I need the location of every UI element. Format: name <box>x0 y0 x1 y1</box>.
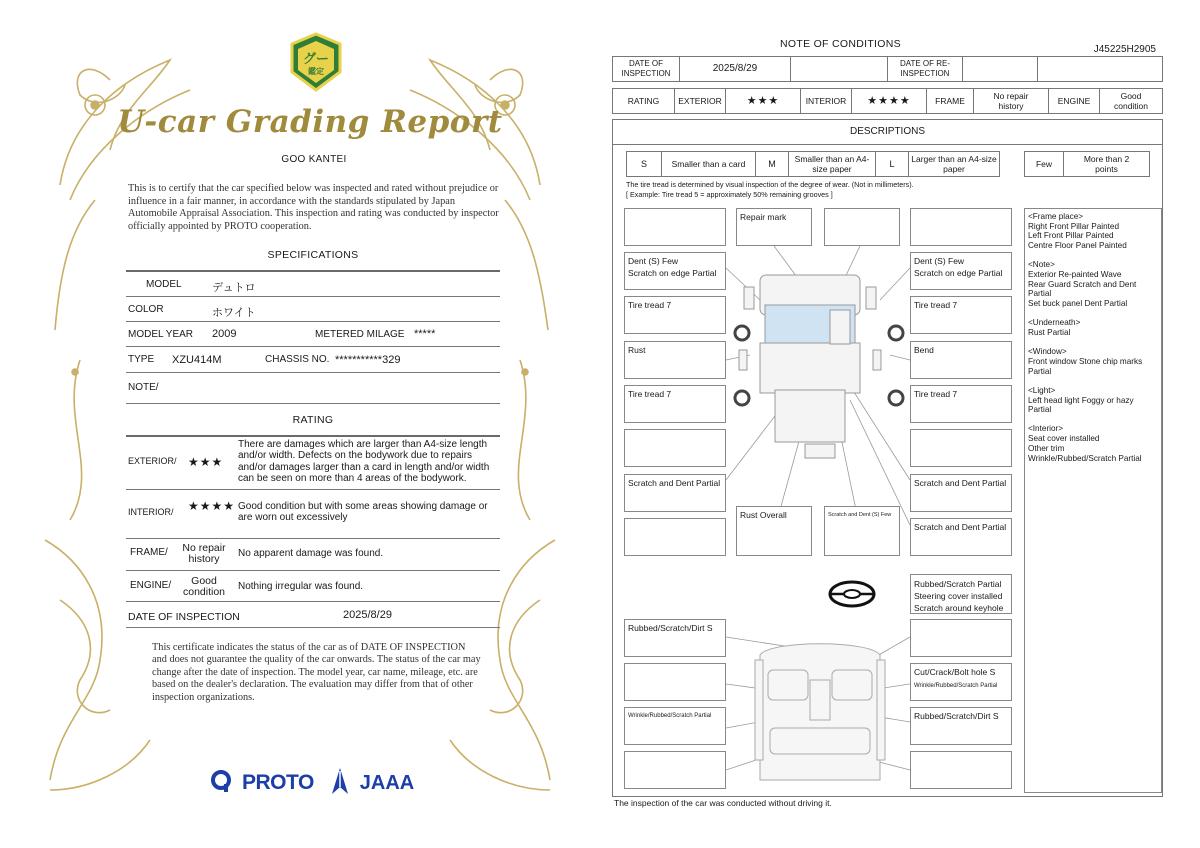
chassis-value: ***********329 <box>335 354 401 366</box>
rating-heading: RATING <box>292 414 334 426</box>
divider <box>126 570 500 571</box>
interior-stars: ★★★★ <box>188 499 236 513</box>
damage-box <box>624 518 726 556</box>
divider <box>126 435 500 437</box>
damage-box <box>624 663 726 701</box>
exterior-stars: ★★★ <box>725 88 801 114</box>
proto-logo: PROTO <box>242 771 314 794</box>
damage-box-rear-bumper: Scratch and Dent (S) Few <box>824 506 900 556</box>
tire-note-1: The tire tread is determined by visual inspection of the degree of wear. (Not in millimeters). <box>626 180 914 189</box>
conditions-title: NOTE OF CONDITIONS <box>780 38 901 50</box>
note-group-frame: <Frame place> Right Front Pillar Painted Left Front Pillar Painted Centre Floor Panel Painted <box>1028 212 1127 251</box>
color-value: ホワイト <box>212 307 256 319</box>
proto-logo-icon <box>210 769 232 798</box>
tire-note-2: [ Example: Tire tread 5 = approximately 50% remaining grooves ] <box>626 190 833 199</box>
divider <box>126 270 500 272</box>
chassis-label: CHASSIS NO. <box>265 354 330 365</box>
date-of-inspection-label: DATE OF INSPECTION <box>128 611 240 623</box>
legend-text-m: Smaller than an A4-size paper <box>788 151 876 177</box>
descriptions-heading: DESCRIPTIONS <box>612 119 1163 145</box>
divider <box>126 538 500 539</box>
goo-kantei-badge <box>288 32 344 92</box>
model-label: MODEL <box>146 279 182 290</box>
interior-label: INTERIOR/ <box>128 507 174 517</box>
type-label: TYPE <box>128 354 155 365</box>
type-value: XZU414M <box>172 354 222 366</box>
date-of-reinspection-label: DATE OF RE-INSPECTION <box>887 56 963 82</box>
damage-box-left-rear: Scratch and Dent Partial <box>624 474 726 512</box>
legend-text-s: Smaller than a card <box>661 151 756 177</box>
damage-box <box>624 751 726 789</box>
divider <box>126 346 500 347</box>
damage-box-underbody: Rust Overall <box>736 506 812 556</box>
rating-label: RATING <box>612 88 675 114</box>
steering-wheel-icon <box>830 582 874 606</box>
divider <box>126 321 500 322</box>
note-group-underneath: <Underneath> Rust Partial <box>1028 318 1081 338</box>
exterior-stars: ★★★ <box>188 455 224 469</box>
engine-value: Good condition <box>182 575 226 598</box>
exterior-description: There are damages which are larger than A4-size length and/or width. Defects on the bodywork due to repairs and/or damages larger than a card in length and/or width can be seen on more than 4 areas of the bodywork. <box>238 439 490 485</box>
legend-code-m: M <box>755 151 789 177</box>
frame-label: FRAME <box>926 88 974 114</box>
damage-box-steering: Rubbed/Scratch Partial Steering cover installed Scratch around keyhole <box>910 574 1012 614</box>
frame-value: No repair history <box>973 88 1049 114</box>
damage-box <box>910 751 1012 789</box>
damage-box-right-rear: Scratch and Dent Partial <box>910 474 1012 512</box>
certificate-title: U-car Grading Report <box>117 104 503 140</box>
damage-box-left-trim: Wrinkle/Rubbed/Scratch Partial <box>624 707 726 745</box>
frame-label: FRAME/ <box>130 547 168 558</box>
divider <box>126 489 500 490</box>
divider <box>126 296 500 297</box>
note-group-interior: <Interior> Seat cover installed Other trim Wrinkle/Rubbed/Scratch Partial <box>1028 424 1142 463</box>
damage-box-right-middle: Bend <box>910 341 1012 379</box>
divider <box>126 627 500 628</box>
note-of-conditions-sheet <box>600 0 1200 848</box>
divider <box>126 372 500 373</box>
legend-code-l: L <box>875 151 909 177</box>
damage-box-left-middle: Rust <box>624 341 726 379</box>
damage-box-right-seat: Cut/Crack/Bolt hole S Wrinkle/Rubbed/Scratch Partial <box>910 663 1012 701</box>
legend-code-s: S <box>626 151 662 177</box>
badge-text: 鑑定 <box>308 67 324 76</box>
damage-box <box>824 208 900 246</box>
conditions-footer: The inspection of the car was conducted without driving it. <box>614 798 832 808</box>
date-of-inspection-label: DATE OF INSPECTION <box>612 56 680 82</box>
color-label: COLOR <box>128 304 164 315</box>
logos <box>210 768 414 798</box>
damage-box-rear-gate: Scratch and Dent Partial <box>910 518 1012 556</box>
frame-value: No repair history <box>182 542 226 565</box>
damage-box-right-front-tire: Tire tread 7 <box>910 296 1012 334</box>
frame-description: No apparent damage was found. <box>238 548 384 559</box>
date-of-inspection-value: 2025/8/29 <box>679 56 791 82</box>
interior-stars: ★★★★ <box>851 88 927 114</box>
divider <box>126 403 500 404</box>
note-group-light: <Light> Left head light Foggy or hazy Partial <box>1028 385 1134 415</box>
legend-text-few: More than 2 points <box>1063 151 1150 177</box>
damage-box-left-front: Dent (S) Few Scratch on edge Partial <box>624 252 726 290</box>
damage-box-repair-mark: Repair mark <box>736 208 812 246</box>
date-of-inspection-value: 2025/8/29 <box>343 609 392 621</box>
jaaa-logo-icon <box>330 767 350 800</box>
model-year-label: MODEL YEAR <box>128 329 194 340</box>
mileage-label: METERED MILAGE <box>315 329 405 340</box>
divider <box>126 601 500 602</box>
note-label: NOTE/ <box>128 382 159 393</box>
interior-label: INTERIOR <box>800 88 852 114</box>
interior-description: Good condition but with some areas showing damage or are worn out excessively <box>238 501 488 524</box>
note-group-window: <Window> Front window Stone chip marks Partial <box>1028 347 1143 376</box>
exterior-label: EXTERIOR/ <box>128 456 177 466</box>
damage-box-dashboard: Rubbed/Scratch/Dirt S <box>624 619 726 657</box>
notes-panel <box>1024 208 1162 793</box>
specifications-heading: SPECIFICATIONS <box>267 249 359 261</box>
note-group-note: <Note> Exterior Re-painted Wave Rear Guard Scratch and Dent Partial Set buck panel Dent Partial <box>1028 260 1137 309</box>
damage-box <box>624 429 726 467</box>
damage-box-left-rear-tire: Tire tread 7 <box>624 385 726 423</box>
svg-text:グー: グー <box>302 52 330 67</box>
mileage-value: ***** <box>414 328 436 340</box>
legend-text-l: Larger than an A4-size paper <box>908 151 1000 177</box>
damage-box <box>624 208 726 246</box>
legend-code-few: Few <box>1024 151 1064 177</box>
model-year-value: 2009 <box>212 328 237 340</box>
engine-label: ENGINE <box>1048 88 1100 114</box>
issuer-name: GOO KANTEI <box>281 154 347 165</box>
certificate-intro: This is to certify that the car specified below was inspected and rated without prejudice or influence in a fair manner, in accordance with the standards stipulated by Japan Automobile Appraisal Association. This inspection and rating was conducted by inspector officially appointed by PROTO cooperation. <box>128 183 499 232</box>
jaaa-logo: JAAA <box>359 771 415 794</box>
damage-box-right-rear-tire: Tire tread 7 <box>910 385 1012 423</box>
damage-box <box>910 429 1012 467</box>
damage-box <box>910 208 1012 246</box>
damage-box-left-front-tire: Tire tread 7 <box>624 296 726 334</box>
engine-label: ENGINE/ <box>130 580 172 591</box>
engine-description: Nothing irregular was found. <box>238 581 364 592</box>
damage-box-right-front: Dent (S) Few Scratch on edge Partial <box>910 252 1012 290</box>
certificate-footer: This certificate indicates the status of the car as of DATE OF INSPECTION and does not guarantee the quality of the car onwards. The status of the car may change after the date of inspection. The model year, car name, mileage, etc. are based on the dealer's declaration. The evaluation may differ from that of other inspection organizations. <box>152 642 481 703</box>
inspection-code: J45225H2905 <box>1093 44 1156 55</box>
damage-box <box>910 619 1012 657</box>
damage-box-right-trim: Rubbed/Scratch/Dirt S <box>910 707 1012 745</box>
model-value: デュトロ <box>212 282 256 294</box>
exterior-label: EXTERIOR <box>674 88 726 114</box>
engine-value: Good condition <box>1099 88 1163 114</box>
